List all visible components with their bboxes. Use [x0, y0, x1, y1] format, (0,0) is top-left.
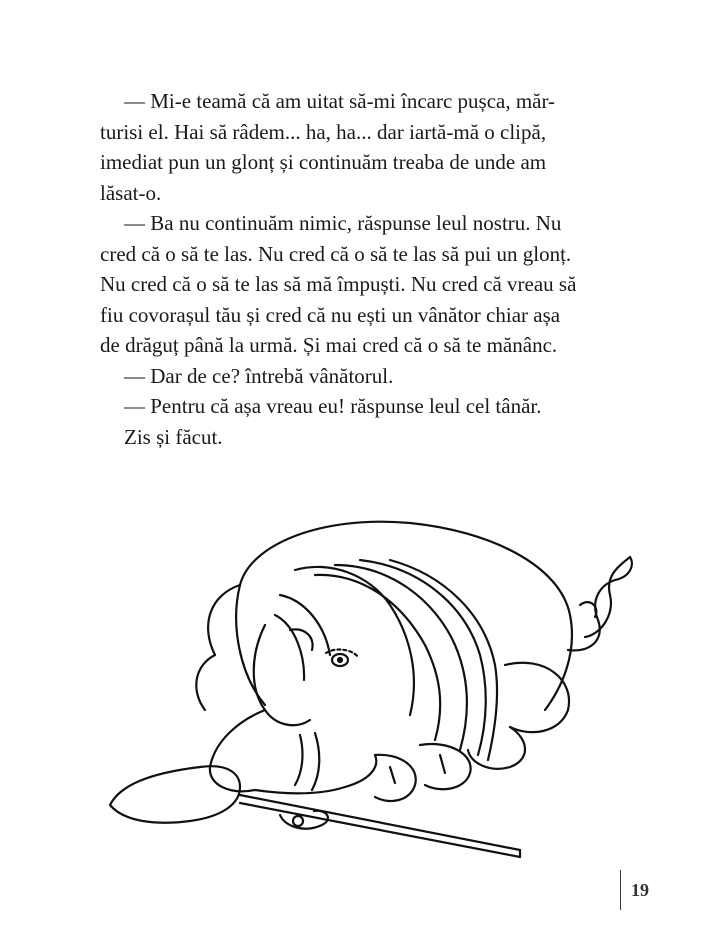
text-line: turisi el. Hai să râdem... ha, ha... dar iartă-mă o clipă,	[100, 119, 547, 144]
page-number: 19	[620, 870, 649, 910]
text-line: imediat pun un glonț și continuăm treaba de unde am	[100, 150, 547, 174]
paragraph-4	[100, 391, 620, 422]
story-text	[100, 86, 620, 452]
text-line: — Mi-e teamă că am uitat să-mi încarc pușca, măr-	[124, 89, 556, 113]
paragraph-1	[100, 86, 620, 208]
text-line: fiu covorașul tău și cred că nu ești un vânător chiar așa	[100, 302, 561, 327]
paragraph-3	[100, 361, 620, 392]
text-line: de drăguț până la urmă. Și mai cred că o să te mănânc.	[100, 333, 558, 357]
text-line: — Pentru că așa vreau eu! răspunse leul cel tânăr.	[124, 394, 542, 418]
text-line: Nu cred că o să te las să mă împuști. Nu cred că vreau să	[100, 272, 577, 296]
text-line: — Ba nu continuăm nimic, răspunse leul nostru. Nu	[124, 211, 562, 235]
paragraph-2	[100, 208, 620, 361]
text-line: cred că o să te las. Nu cred că o să te las să pui un glonț.	[100, 241, 572, 266]
text-line: Zis și făcut.	[124, 424, 223, 449]
lion-with-rifle-drawing	[90, 505, 650, 875]
text-line: — Dar de ce? întrebă vânătorul.	[124, 363, 394, 388]
paragraph-5	[100, 422, 620, 453]
text-line: lăsat-o.	[100, 180, 162, 205]
